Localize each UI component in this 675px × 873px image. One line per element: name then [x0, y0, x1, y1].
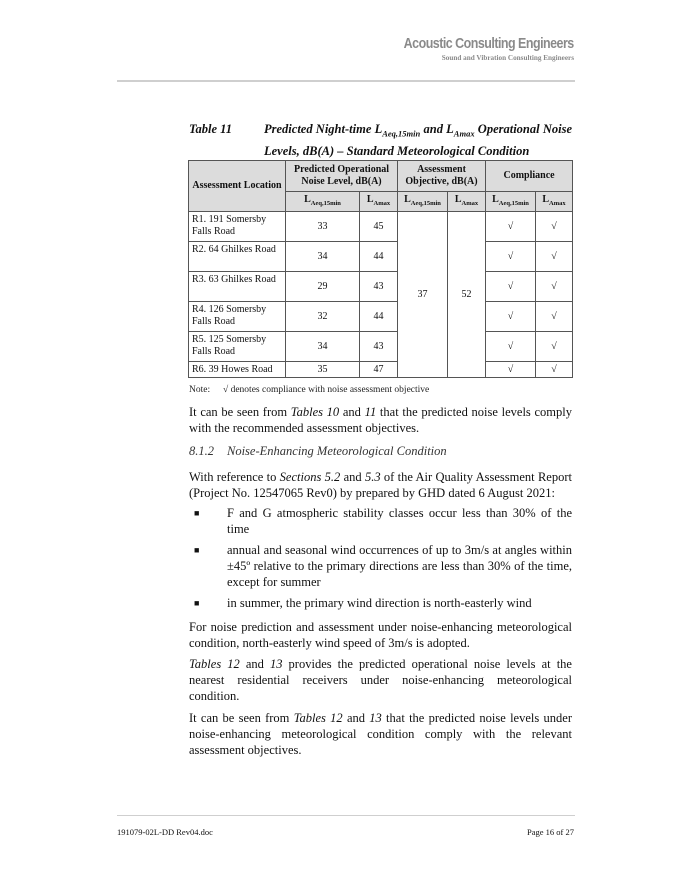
table-row: [189, 302, 573, 332]
cell-leq: 33: [286, 212, 360, 242]
list-item: ■ annual and seasonal wind occurrences of up to 3m/s at angles within ±45º relative to the primary directions are less than 30% of the time, except for summer: [194, 543, 572, 589]
cell-compliance-lmax: √: [536, 362, 573, 378]
list-item: ■ in summer, the primary wind direction is north-easterly wind: [194, 596, 532, 610]
header-compliance: Compliance: [486, 161, 573, 192]
cell-lmax: 47: [360, 362, 398, 378]
bullet-icon: ■: [194, 545, 200, 555]
cell-leq: 29: [286, 272, 360, 302]
cell-objective-lmax: 52: [448, 212, 486, 378]
cell-compliance-leq: √: [486, 212, 536, 242]
cell-compliance-leq: √: [486, 302, 536, 332]
bullet-icon: ■: [194, 598, 200, 608]
header-comp-leq: $L_{Aeq,15min}$: [486, 192, 536, 212]
cell-lmax: 44: [360, 302, 398, 332]
cell-compliance-lmax: √: [536, 212, 573, 242]
cell-leq: 34: [286, 332, 360, 362]
cell-compliance-leq: √: [486, 332, 536, 362]
paragraph-conclusion: It can be seen from Tables 12 and 13 that the predicted noise levels under noise-enhancing meteorological condition comply with the relevant assessment objectives.: [189, 711, 572, 757]
section-title: Noise-Enhancing Meteorological Condition: [227, 444, 447, 458]
cell-location: R4. 126 Somersby Falls Road: [189, 302, 286, 332]
note-text: √ denotes compliance with noise assessment objective: [223, 385, 430, 395]
header-divider: [117, 80, 575, 82]
table-row: [189, 332, 573, 362]
table-number: Table 11: [189, 122, 232, 136]
cell-lmax: 43: [360, 332, 398, 362]
bullet-icon: ■: [194, 508, 200, 518]
paragraph-tables-intro: Tables 12 and 13 provides the predicted operational noise levels at the nearest residential receivers under noise-enhancing meteorological condition.: [189, 657, 572, 703]
cell-objective-leq: 37: [398, 212, 448, 378]
cell-location: R5. 125 Somersby Falls Road: [189, 332, 286, 362]
note-label: Note:: [189, 385, 211, 395]
company-name: Acoustic Consulting Engineers: [403, 36, 574, 52]
noise-levels-table: [188, 160, 573, 378]
header-pred-lmax: $L_{Amax}$: [360, 192, 398, 212]
header-predicted: Predicted Operational Noise Level, dB(A): [286, 161, 398, 192]
header-location: Assessment Location: [189, 161, 286, 212]
cell-lmax: 45: [360, 212, 398, 242]
cell-lmax: 44: [360, 242, 398, 272]
table-title: Predicted Night-time $L_{Aeq,15min}$ and $L_{Amax}$ Operational Noise Levels, dB(A) – Standard Meteorological Condition: [264, 122, 572, 158]
section-number: 8.1.2: [189, 444, 214, 458]
header-comp-lmax: $L_{Amax}$: [536, 192, 573, 212]
cell-location: R3. 63 Ghilkes Road: [189, 272, 286, 302]
header-obj-lmax: $L_{Amax}$: [448, 192, 486, 212]
cell-compliance-lmax: √: [536, 302, 573, 332]
header-objective: Assessment Objective, dB(A): [398, 161, 486, 192]
footer-page-number: Page 16 of 27: [527, 827, 574, 837]
table-row: [189, 212, 573, 242]
cell-compliance-lmax: √: [536, 242, 573, 272]
cell-location: R1. 191 Somersby Falls Road: [189, 212, 286, 242]
cell-compliance-lmax: √: [536, 272, 573, 302]
cell-compliance-leq: √: [486, 362, 536, 378]
cell-location: R2. 64 Ghilkes Road: [189, 242, 286, 272]
paragraph-compliance-summary: It can be seen from Tables 10 and 11 that the predicted noise levels comply with the recommended assessment objectives.: [189, 405, 572, 435]
cell-leq: 35: [286, 362, 360, 378]
table-row: [189, 272, 573, 302]
cell-compliance-lmax: √: [536, 332, 573, 362]
cell-leq: 32: [286, 302, 360, 332]
table-caption: [189, 121, 572, 160]
footer-divider: [117, 815, 575, 816]
header-pred-leq: $L_{Aeq,15min}$: [286, 192, 360, 212]
paragraph-method: For noise prediction and assessment under noise-enhancing meteorological condition, north-easterly wind speed of 3m/s is adopted.: [189, 620, 572, 650]
cell-lmax: 43: [360, 272, 398, 302]
header-obj-leq: $L_{Aeq,15min}$: [398, 192, 448, 212]
table-note: [189, 385, 429, 395]
list-item: ■ F and G atmospheric stability classes occur less than 30% of the time: [194, 506, 572, 536]
cell-location: R6. 39 Howes Road: [189, 362, 286, 378]
cell-leq: 34: [286, 242, 360, 272]
cell-compliance-leq: √: [486, 242, 536, 272]
table-row: [189, 362, 573, 378]
cell-compliance-leq: √: [486, 272, 536, 302]
company-tagline: Sound and Vibration Consulting Engineers: [441, 54, 574, 62]
page-header: [376, 36, 574, 62]
section-heading: [189, 444, 447, 459]
footer-doc-id: 191079-02L-DD Rev04.doc: [117, 827, 213, 837]
paragraph-reference: With reference to Sections 5.2 and 5.3 of the Air Quality Assessment Report (Project No. 12547065 Rev0) by prepared by GHD dated 6 August 2021:: [189, 470, 572, 500]
table-row: [189, 242, 573, 272]
